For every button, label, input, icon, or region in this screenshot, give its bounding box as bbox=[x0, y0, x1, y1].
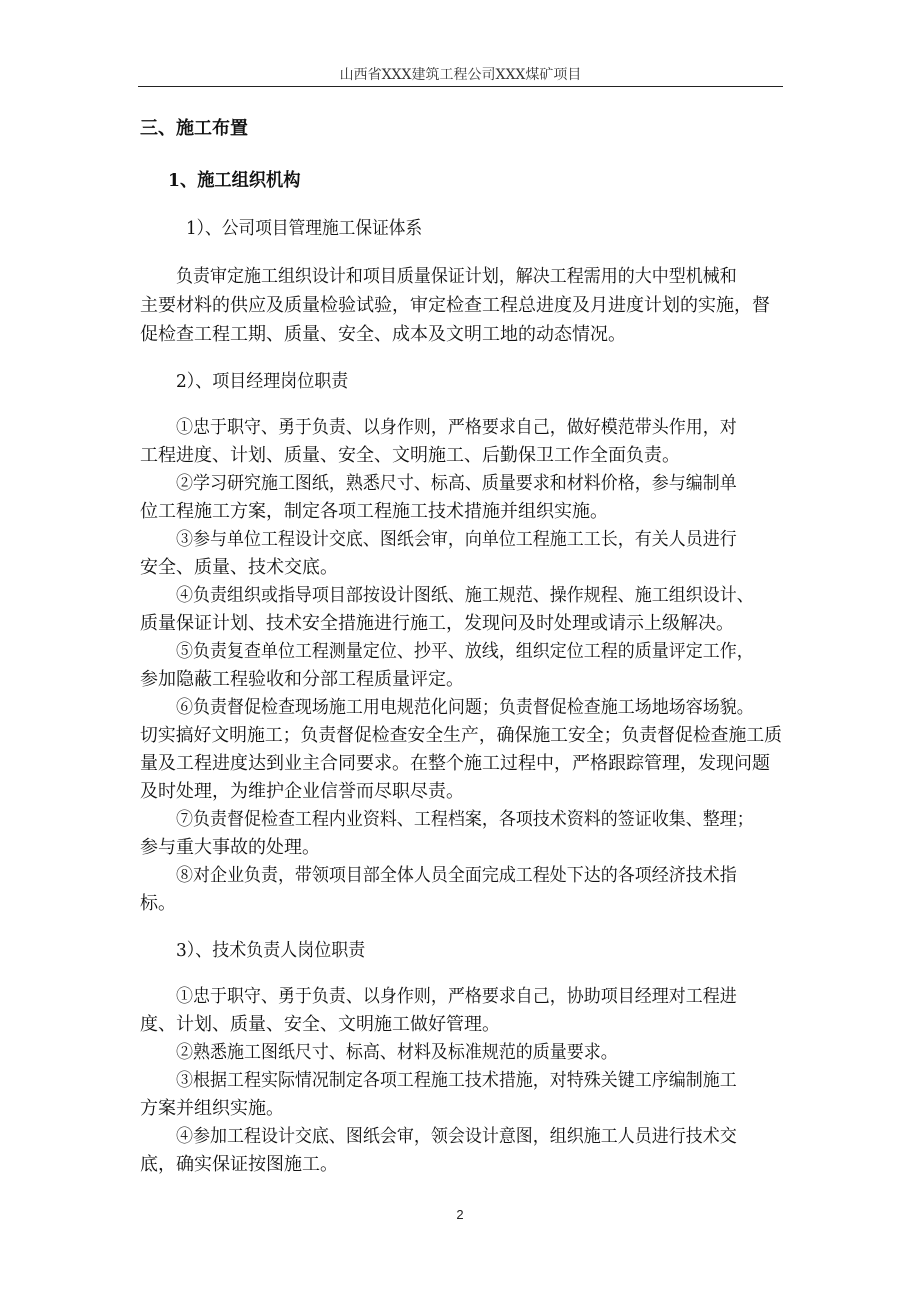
paragraph-line: 参与重大事故的处理。 bbox=[140, 837, 320, 858]
paragraph-line: 度、计划、质量、安全、文明施工做好管理。 bbox=[140, 1014, 500, 1035]
paragraph-line: ⑦负责督促检查工程内业资料、工程档案，各项技术资料的签证收集、整理； bbox=[176, 809, 754, 830]
paragraph-line: 工程进度、计划、质量、安全、文明施工、后勤保卫工作全面负责。 bbox=[140, 445, 680, 466]
paragraph-line: 质量保证计划、技术安全措施进行施工，发现问及时处理或请示上级解决。 bbox=[140, 613, 734, 634]
paragraph-line: 位工程施工方案，制定各项工程施工技术措施并组织实施。 bbox=[140, 501, 608, 522]
paragraph-line: ⑧对企业负责，带领项目部全体人员全面完成工程处下达的各项经济技术指 bbox=[176, 865, 737, 886]
paragraph-line: ①忠于职守、勇于负责、以身作则，严格要求自己，做好模范带头作用，对 bbox=[176, 417, 737, 438]
paragraph-line: 安全、质量、技术交底。 bbox=[140, 557, 338, 578]
paragraph-line: ②学习研究施工图纸，熟悉尺寸、标高、质量要求和材料价格，参与编制单 bbox=[176, 473, 737, 494]
paragraph-line: 方案并组织实施。 bbox=[140, 1098, 284, 1119]
paragraph-line: 及时处理，为维护企业信誉而尽职尽责。 bbox=[140, 781, 464, 802]
paragraph-line: 底，确实保证按图施工。 bbox=[140, 1154, 338, 1175]
header-text: 山西省XXX建筑工程公司XXX煤矿项目 bbox=[339, 67, 582, 83]
paragraph-line: ③参与单位工程设计交底、图纸会审，向单位工程施工工长，有关人员进行 bbox=[176, 529, 737, 550]
subsection-title: 1、施工组织机构 bbox=[168, 170, 301, 191]
paragraph-line: 主要材料的供应及质量检验试验，审定检查工程总进度及月进度计划的实施，督 bbox=[140, 295, 770, 316]
paragraph-line: 标。 bbox=[140, 893, 176, 914]
part2-title: 2）、项目经理岗位职责 bbox=[176, 371, 349, 392]
paragraph-line: 负责审定施工组织设计和项目质量保证计划，解决工程需用的大中型机械和 bbox=[176, 266, 737, 287]
part3-title: 3）、技术负责人岗位职责 bbox=[176, 940, 366, 961]
paragraph-line: 参加隐蔽工程验收和分部工程质量评定。 bbox=[140, 669, 464, 690]
paragraph-line: 促检查工程工期、质量、安全、成本及文明工地的动态情况。 bbox=[140, 324, 626, 345]
paragraph-line: ②熟悉施工图纸尺寸、标高、材料及标准规范的质量要求。 bbox=[176, 1042, 618, 1063]
header-rule bbox=[138, 86, 783, 87]
paragraph-line: ④负责组织或指导项目部按设计图纸、施工规范、操作规程、施工组织设计、 bbox=[176, 585, 754, 606]
paragraph-line: 切实搞好文明施工；负责督促检查安全生产，确保施工安全；负责督促检查施工质 bbox=[140, 725, 782, 746]
page-number: 2 bbox=[456, 1207, 464, 1222]
paragraph-line: ⑤负责复查单位工程测量定位、抄平、放线，组织定位工程的质量评定工作， bbox=[176, 641, 754, 662]
paragraph-line: ⑥负责督促检查现场施工用电规范化问题；负责督促检查施工场地场容场貌。 bbox=[176, 697, 754, 718]
section-title: 三、施工布置 bbox=[140, 118, 248, 139]
paragraph-line: ①忠于职守、勇于负责、以身作则，严格要求自己，协助项目经理对工程进 bbox=[176, 986, 737, 1007]
part1-title: 1）、公司项目管理施工保证体系 bbox=[186, 218, 423, 239]
paragraph-line: ③根据工程实际情况制定各项工程施工技术措施，对特殊关键工序编制施工 bbox=[176, 1070, 737, 1091]
paragraph-line: ④参加工程设计交底、图纸会审，领会设计意图，组织施工人员进行技术交 bbox=[176, 1126, 737, 1147]
paragraph-line: 量及工程进度达到业主合同要求。在整个施工过程中，严格跟踪管理，发现问题 bbox=[140, 753, 770, 774]
